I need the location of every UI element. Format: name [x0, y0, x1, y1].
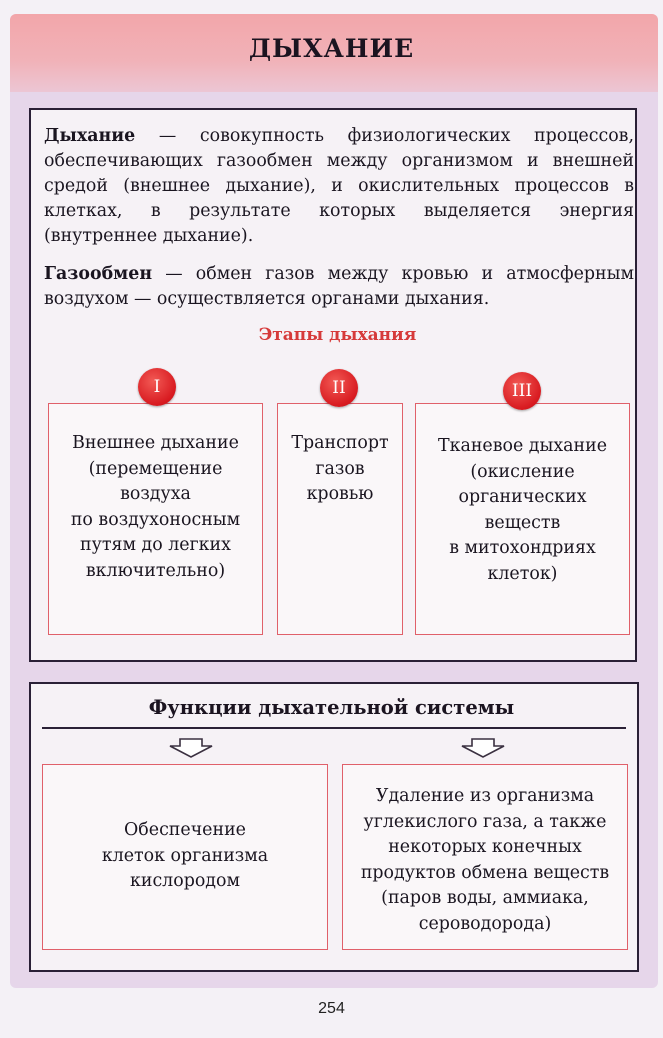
page-number: 254: [318, 1000, 345, 1017]
stages-title: Этапы дыхания: [258, 325, 417, 345]
respiration-text: — совокупность физиологических процессов, обеспечивающих газообмен между организмом и внешней средой (внешнее дыхание), и окислительных процессов в клетках, в результате которых выделяется энергия (внутреннее дыхание).: [44, 126, 634, 246]
stage-3-badge: III: [503, 372, 541, 410]
respiration-term: Дыхание: [44, 126, 136, 146]
respiration-definition: [44, 124, 634, 249]
stage-1-badge: I: [138, 368, 176, 406]
gas-exchange-text: — обмен газов между кровью и атмосферным воздухом — осуществляется органами дыхания.: [44, 264, 634, 309]
gas-exchange-definition: [44, 262, 634, 312]
down-arrow-icon: [168, 737, 214, 759]
down-arrow-icon: [460, 737, 506, 759]
functions-title: Функции дыхательной системы: [148, 696, 515, 719]
function-2-text: Удаление из организма углекислого газа, а также некоторых конечных продуктов обмена веществ (паров воды, аммиака, сероводорода): [360, 786, 610, 934]
functions-divider: [42, 727, 626, 729]
gas-exchange-term: Газообмен: [44, 264, 153, 284]
stage-2-text: Транспорт газов кровью: [291, 433, 389, 504]
page-title: ДЫХАНИЕ: [248, 34, 415, 63]
stage-1-text: Внешнее дыхание (перемещение воздуха по воздухоносным путям до легких включительно): [70, 433, 241, 581]
stage-2-badge: II: [320, 369, 358, 407]
stage-3-text: Тканевое дыхание (окисление органических веществ в митохондриях клеток): [438, 436, 607, 584]
function-1-text: Обеспечение клеток организма кислородом: [101, 820, 269, 891]
